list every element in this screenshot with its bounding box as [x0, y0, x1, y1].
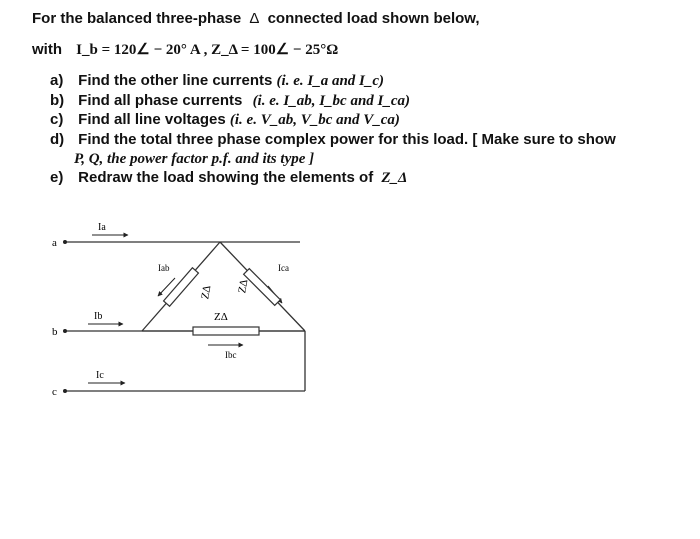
question-text: Redraw the load showing the elements of	[78, 169, 374, 186]
given-equation: I_b = 120∠ − 20° A , Z_Δ = 100∠ − 25°Ω	[76, 42, 339, 58]
ib-label: Ib	[94, 311, 103, 322]
ic-label: Ic	[96, 370, 104, 381]
question-math: (i. e. I_a and I_c)	[276, 73, 385, 89]
question-letter: c)	[50, 111, 64, 128]
question-math: Z_Δ	[381, 170, 408, 186]
question-letter: d)	[50, 131, 65, 148]
node-b-dot	[63, 329, 67, 333]
node-c-label: c	[52, 386, 57, 398]
impedance-ab-label: ZΔ	[199, 284, 214, 301]
question-letter: e)	[50, 169, 64, 186]
impedance-ab	[164, 268, 199, 306]
ia-label: Ia	[98, 222, 106, 233]
impedance-ca-label: ZΔ	[236, 278, 251, 295]
question-text: Find all phase currents	[78, 92, 243, 109]
question-text: Find the total three phase complex power for this load. [ Make sure to show	[78, 131, 616, 148]
node-a-label: a	[52, 237, 57, 249]
question-letter: b)	[50, 92, 65, 109]
intro-text: For the balanced three-phase	[32, 10, 242, 27]
iab-label: Iab	[158, 263, 170, 273]
impedance-bc	[193, 327, 259, 335]
with-label: with	[32, 41, 62, 58]
node-b-label: b	[52, 326, 58, 338]
ica-label: Ica	[278, 263, 289, 273]
question-letter: a)	[50, 72, 64, 89]
question-math: P, Q, the power factor p.f. and its type ]	[74, 151, 315, 167]
question-text: Find the other line currents	[78, 72, 273, 89]
delta-symbol: Δ	[249, 10, 260, 27]
question-math: (i. e. I_ab, I_bc and I_ca)	[252, 93, 411, 109]
intro-end-text: connected load shown below,	[267, 10, 480, 27]
question-math: (i. e. V_ab, V_bc and V_ca)	[229, 112, 400, 128]
node-c-dot	[63, 389, 67, 393]
ibc-label: Ibc	[225, 350, 237, 360]
impedance-bc-label: ZΔ	[214, 311, 228, 323]
question-text: Find all line voltages	[78, 111, 226, 128]
node-a-dot	[63, 240, 67, 244]
